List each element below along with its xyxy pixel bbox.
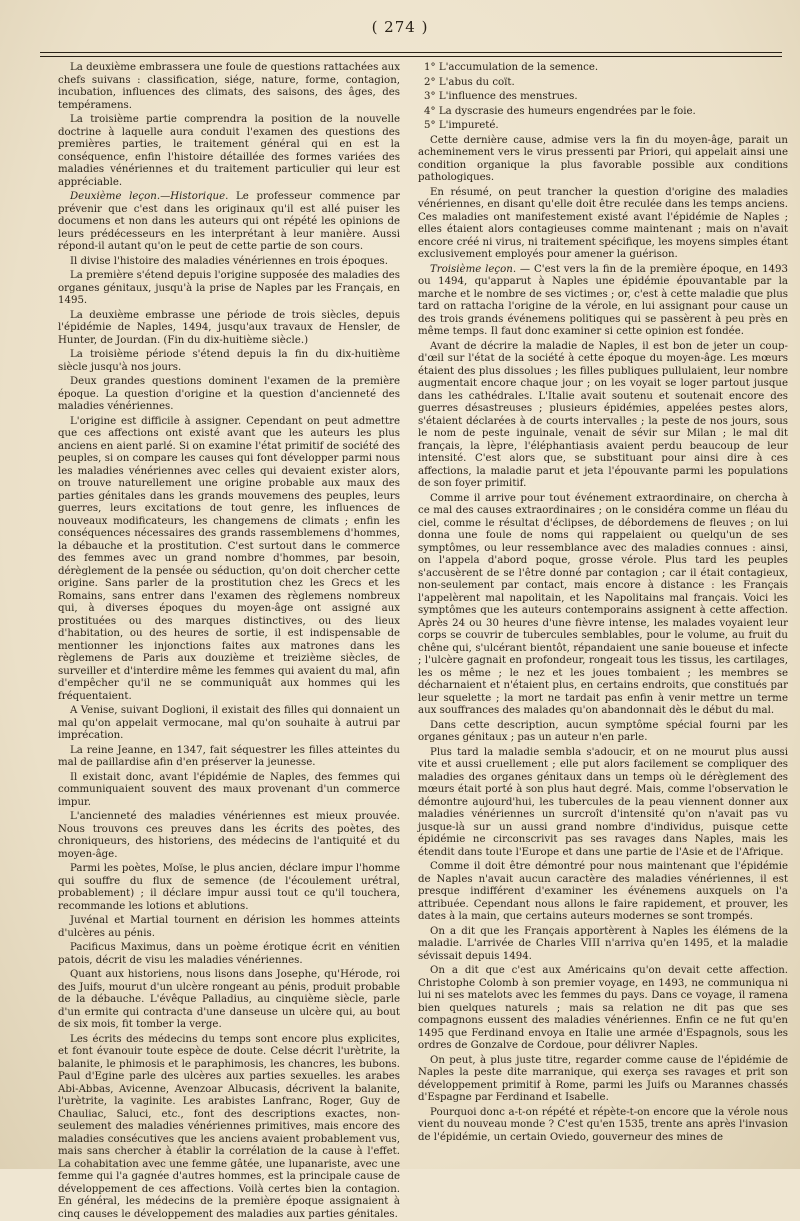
paragraph-text: Il divise l'histoire des maladies vénériennes en trois époques.: [70, 256, 388, 267]
paragraph-text: Il existait donc, avant l'épidémie de Naples, des femmes qui communiquaient souvent des maux provenant d'un commerce impur.: [58, 772, 400, 808]
paragraph: [58, 62, 400, 112]
paragraph: [418, 747, 788, 860]
paragraph-text: Le professeur commence par prévenir que c'est dans les originaux qu'il est allé puiser les documens et non dans les auteurs qui ont répété les opinions de leurs prédécesseurs en les interprétant à leur manière. Aussi répond-il autant qu'on le peut de cette partie de son cours.: [58, 191, 400, 252]
paragraph-text: Dans cette description, aucun symptôme spécial fourni par les organes génitaux ; pas un auteur n'en parle.: [418, 720, 788, 744]
paragraph: [58, 114, 400, 189]
paragraph-text: Avant de décrire la maladie de Naples, il est bon de jeter un coup-d'œil sur l'état de la société à cette époque du moyen-âge. Les mœurs étaient des plus dissolues ; les filles publiques pullulaient, leur nombre augmentait encore chaque jour ; on les voyait se loger partout jusque dans les cathédrales. L'Italie avait soutenu et soutenait encore des guerres désastreuses ; plusieurs épidémies, appelées pestes alors, s'étaient déclarées à de courts intervalles ; la peste de nos jours, sous le nom de peste inguinale, venait de sévir sur Milan ; le mal dit français, la lèpre, l'éléphantiasis avaient perdu beaucoup de leur intensité. C'est alors que, se substituant pour ainsi dire à ces affections, la maladie parut et jeta l'épouvante parmi les populations de son foyer primitif.: [418, 341, 788, 490]
paragraph: [58, 772, 400, 810]
paragraph-text: Plus tard la maladie sembla s'adoucir, et on ne mourut plus aussi vite et aussi cruellement ; elle put alors facilement se compliquer des maladies des organes génitaux dans un temps où le dérèglement des mœurs était porté à son plus haut degré. Mais, comme l'observation le démontre aujourd'hui, les tubercules de la peau viennent donner aux maladies vénériennes un surcroît d'intensité qu'on n'avait pas vu jusque-là sur un aussi grand nombre d'individus, puisque cette épidémie ne circonscrivit pas ses ravages dans Naples, mais les étendit dans toute l'Europe et dans une partie de l'Asie et de l'Afrique.: [418, 747, 788, 858]
paragraph: [58, 310, 400, 348]
paragraph: [418, 77, 788, 90]
paragraph: [418, 1055, 788, 1105]
paragraph-text: On a dit que les Français apportèrent à Naples les élémens de la maladie. L'arrivée de Charles VIII n'arriva qu'en 1495, et la maladie sévissait depuis 1494.: [418, 926, 788, 962]
paragraph-text: La deuxième embrasse une période de trois siècles, depuis l'épidémie de Naples, 1494, jusqu'aux travaux de Hensler, de Hunter, de Jourdan. (Fin du dix-huitième siècle.): [58, 310, 400, 346]
paragraph-text: A Venise, suivant Doglioni, il existait des filles qui donnaient un mal qu'on appelait vermocane, mal qu'on souhaite à autrui par imprécation.: [58, 705, 400, 741]
paragraph: [58, 191, 400, 254]
paragraph: [418, 135, 788, 185]
paragraph-text: On a dit que c'est aux Américains qu'on devait cette affection. Christophe Colomb à son premier voyage, en 1493, ne communiqua ni lui ni ses matelots avec les femmes du pays. Dans ce voyage, il ramena bien quelques naturels ; mais sa relation ne dit pas que ses compagnons eussent des maladies vénériennes. Enfin ce ne fut qu'en 1495 que Ferdinand envoya en Italie une armée d'Espagnols, sous les ordres de Gonzalve de Cordoue, pour délivrer Naples.: [418, 965, 788, 1051]
paragraph: [58, 915, 400, 940]
paragraph: [418, 91, 788, 104]
paragraph-text: L'ancienneté des maladies vénériennes est mieux prouvée. Nous trouvons ces preuves dans les écrits des poètes, des chroniqueurs, des historiens, des médecins de l'antiquité et du moyen-âge.: [58, 811, 400, 860]
paragraph-text: Comme il doit être démontré pour nous maintenant que l'épidémie de Naples n'avait aucun caractère des maladies vénériennes, il est presque indifférent d'examiner les événemens auxquels on l'a attribuée. Cependant nous allons le faire rapidement, et prouver, les dates à la main, que certains auteurs modernes se sont trompés.: [418, 861, 788, 922]
paragraph: [58, 969, 400, 1032]
paragraph: [418, 106, 788, 119]
paragraph: [418, 187, 788, 262]
paragraph: [58, 349, 400, 374]
paragraph-text: L'origine est difficile à assigner. Cependant on peut admettre que ces affections ont existé avant que les auteurs les plus anciens en aient parlé. Si on examine l'état primitif de société des peuples, si on compare les causes qui font développer parmi nous les maladies vénériennes avec celles qui devaient exister alors, on trouve naturellement une origine probable aux maux des parties génitales dans les grands mouvemens des peuples, leurs guerres, leurs excitations de tout genre, les influences de nouveaux modificateurs, les changemens de climats ; enfin les conséquences nécessaires des grands rassemblemens d'hommes, la débauche et la prostitution. C'est surtout dans le commerce des femmes avec un grand nombre d'hommes, par besoin, dérèglement de la pensée ou séduction, qu'on doit chercher cette origine. Sans parler de la prostitution chez les Grecs et les Romains, sans entrer dans l'examen des règlemens nombreux qui, à diverses époques du moyen-âge ont assigné aux prostituées ou des marques distinctives, ou des lieux d'habitation, ou des heures de sortie, il est indispensable de mentionner les injonctions faites aux matrones dans les règlemens de Paris aux douzième et treizième siècles, de surveiller et d'interdire même les femmes qui avaient du mal, afin d'empêcher qu'il ne se communiquât aux hommes qui les fréquentaient.: [58, 416, 400, 702]
paragraph: [58, 745, 400, 770]
paragraph: [58, 1034, 400, 1221]
paragraph-text: Les écrits des médecins du temps sont encore plus explicites, et font évanouir toute espèce de doute. Celse décrit l'urètrite, la balanite, le phimosis et le paraphimosis, les chancres, les bubons. Paul d'Egine parle des ulcères aux parties sexuelles. les arabes Abi-Abbas, Avicenne, Avenzoar Albucasis, décrivent la balanite, l'urètrite, la vaginite. Les arabistes Lanfranc, Roger, Guy de Chauliac, Saluci, etc., font des descriptions exactes, non-seulement des maladies vénériennes primitives, mais encore des maladies consécutives que les anciens avaient probablement vus, mais sans chercher à établir la corrélation de la cause à l'effet. La cohabitation avec une femme gâtée, une lupanariste, avec une femme qui l'a gagnée d'autres hommes, est la principale cause de développement de ces affections. Voilà certes bien la contagion. En général, les médecins de la première époque assignaient à cinq causes le développement des maladies aux parties génitales.: [58, 1034, 400, 1220]
paragraph: [58, 376, 400, 414]
lesson-heading: Deuxième leçon.—Historique.: [70, 191, 228, 202]
paragraph: [58, 942, 400, 967]
header-rule: [40, 52, 782, 57]
paragraph-text: Pourquoi donc a-t-on répété et répète-t-on encore que la vérole nous vient du nouveau monde ? C'est qu'en 1535, trente ans après l'invasion de l'épidémie, un certain Oviedo, gouverneur des mines de: [418, 1107, 788, 1143]
paragraph-text: Pacificus Maximus, dans un poème érotique écrit en vénitien patois, décrit de visu les maladies vénériennes.: [58, 942, 400, 966]
paragraph: [418, 341, 788, 491]
left-column: [58, 62, 400, 1162]
paragraph-text: Parmi les poètes, Moïse, le plus ancien, déclare impur l'homme qui souffre du flux de semence (de l'écoulement urétral, probablement) ; il déclare impur aussi tout ce qu'il touchera, recommande les lotions et ablutions.: [58, 863, 400, 912]
paragraph: [58, 811, 400, 861]
paragraph-text: 5° L'impureté.: [424, 120, 499, 131]
right-column: [418, 62, 788, 1162]
paragraph: [418, 926, 788, 964]
paragraph-text: Quant aux historiens, nous lisons dans Josephe, qu'Hérode, roi des Juifs, mourut d'un ulcère rongeant au pénis, produit probable de la débauche. L'évêque Palladius, au cinquième siècle, parle d'un ermite qui contracta d'une danseuse un ulcère qui, au bout de six mois, fit tomber la verge.: [58, 969, 400, 1030]
paragraph-text: La première s'étend depuis l'origine supposée des maladies des organes génitaux, jusqu'à la prise de Naples par les Français, en 1495.: [58, 270, 400, 306]
paragraph: [418, 720, 788, 745]
paragraph: [418, 965, 788, 1053]
paragraph: [418, 493, 788, 718]
paragraph: [418, 62, 788, 75]
paragraph-text: Comme il arrive pour tout événement extraordinaire, on chercha à ce mal des causes extraordinaires ; on le considéra comme un fléau du ciel, comme le résultat d'éclipses, de débordemens de fleuves ; on lui donna une foule de noms qui rappelaient ou quelqu'un de ses symptômes, ou leur ressemblance avec des maladies connues : ainsi, on l'appela d'abord poque, grosse vérole. Plus tard les peuples s'accusèrent de se l'être donné par contagion ; car il était contagieux, non-seulement par contact, mais encore à distance : les Français l'appelèrent mal napolitain, et les Napolitains mal français. Voici les symptômes que les auteurs contemporains assignent à cette affection. Après 24 ou 30 heures d'une fièvre intense, les malades voyaient leur corps se couvrir de tubercules semblables, pour le volume, au fruit du chêne qui, s'ulcérant bientôt, répandaient une sanie boueuse et infecte ; l'ulcère gagnait en profondeur, rongeait tous les tissus, les cartilages, les os même ; le nez et les joues tombaient ; les membres se décharnaient et n'étaient plus, en certains endroits, que constitués par leur squelette ; la mort ne tardait pas enfin à venir mettre un terme aux souffrances des malades qu'on abandonnait dès le début du mal.: [418, 493, 788, 717]
paragraph-text: On peut, à plus juste titre, regarder comme cause de l'épidémie de Naples la peste dite marranique, qui exerça ses ravages et prit son développement primitif à Rome, parmi les Juifs ou Marannes chassés d'Espagne par Ferdinand et Isabelle.: [418, 1055, 788, 1104]
paragraph: [418, 1107, 788, 1145]
paragraph: [418, 264, 788, 339]
paragraph-text: La reine Jeanne, en 1347, fait séquestrer les filles atteintes du mal de paillardise afin d'en préserver la jeunesse.: [58, 745, 400, 769]
paragraph: [58, 416, 400, 704]
paragraph-text: Cette dernière cause, admise vers la fin du moyen-âge, parait un acheminement vers le virus pressenti par Priori, qui appelait ainsi une condition organique la plus favorable possible aux conditions pathologiques.: [418, 135, 788, 184]
paragraph-text: 3° L'influence des menstrues.: [424, 91, 578, 102]
lesson-heading: Troisième leçon.: [430, 264, 516, 275]
paragraph: [58, 270, 400, 308]
paragraph-text: La troisième période s'étend depuis la fin du dix-huitième siècle jusqu'à nos jours.: [58, 349, 400, 373]
paragraph: [418, 120, 788, 133]
paragraph: [58, 256, 400, 269]
paragraph-text: La troisième partie comprendra la position de la nouvelle doctrine à laquelle aura conduit l'examen des questions des premières parties, le traitement général qui en est la conséquence, enfin l'histoire détaillée des formes variées des maladies vénériennes et du traitement particulier qui leur est appréciable.: [58, 114, 400, 188]
paragraph-text: Deux grandes questions dominent l'examen de la première époque. La question d'origine et la question d'ancienneté des maladies vénériennes.: [58, 376, 400, 412]
paragraph-text: 1° L'accumulation de la semence.: [424, 62, 598, 73]
paragraph-text: 2° L'abus du coït.: [424, 77, 515, 88]
paragraph: [418, 861, 788, 924]
paragraph-text: 4° La dyscrasie des humeurs engendrées par le foie.: [424, 106, 696, 117]
page-number: ( 274 ): [0, 18, 800, 36]
paragraph-text: La deuxième embrassera une foule de questions rattachées aux chefs suivans : classification, siége, nature, forme, contagion, incubation, influences des climats, des saisons, des âges, des tempéramens.: [58, 62, 400, 111]
paragraph-text: — C'est vers la fin de la première époque, en 1493 ou 1494, qu'apparut à Naples une épidémie épouvantable par la marche et le nombre de ses victimes ; or, c'est à cette maladie que plus tard on rattacha l'origine de la vérole, en lui assignant pour cause un des trois grands événemens politiques qui se passèrent à peu près en même temps. Il faut donc examiner si cette opinion est fondée.: [418, 264, 788, 338]
paragraph: [58, 705, 400, 743]
paragraph-text: Juvénal et Martial tournent en dérision les hommes atteints d'ulcères au pénis.: [58, 915, 400, 939]
paragraph-text: En résumé, on peut trancher la question d'origine des maladies vénériennes, en disant qu'elle doit être reculée dans les temps anciens. Ces maladies ont manifestement existé avant l'épidémie de Naples ; elles étaient alors contagieuses comme maintenant ; mais on n'avait encore créé ni virus, ni traitement spécifique, les moyens simples étant exclusivement employés pour amener la guérison.: [418, 187, 788, 261]
paragraph: [58, 863, 400, 913]
